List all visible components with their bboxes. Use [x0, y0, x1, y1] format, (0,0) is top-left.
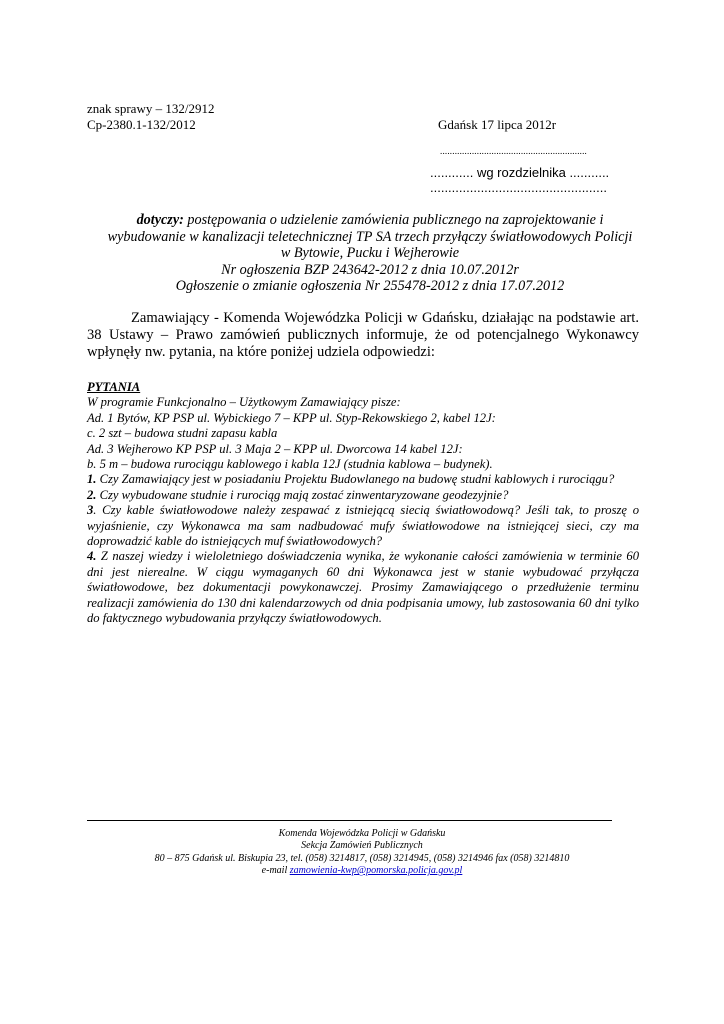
- question-text: Czy wybudowane studnie i rurociąg mają zostać zinwentaryzowane geodezyjnie?: [96, 487, 509, 502]
- footer-institution: Komenda Wojewódzka Policji w Gdańsku: [278, 828, 446, 839]
- announcement-change: Ogłoszenie o zmianie ogłoszenia Nr 255478-2012 z dnia 17.07.2012: [175, 278, 565, 294]
- announcement-number: Nr ogłoszenia BZP 243642-2012 z dnia 10.07.2012r: [221, 261, 519, 278]
- question-3: [87, 503, 639, 549]
- subject-line-2: wybudowanie w kanalizacji teletechnicznej TP SA trzech przyłączy światłowodowych Policji: [107, 228, 633, 245]
- question-context-line: c. 2 szt – budowa studni zapasu kabla: [87, 426, 278, 441]
- footer: [60, 828, 664, 878]
- question-4: [87, 549, 639, 626]
- footer-divider: [87, 820, 612, 821]
- subject-line-3: w Bytowie, Pucku i Wejherowie: [280, 245, 460, 261]
- subject-block: [60, 212, 680, 295]
- intro-paragraph: Zamawiający - Komenda Wojewódzka Policji w Gdańsku, działając na podstawie art. 38 Ustawy – Prawo zamówień publicznych informuje, że od potencjalnego Wykonawcy wpłynęły nw. pytania, na które poniżej udziela odpowiedzi:: [87, 310, 639, 360]
- question-number: 4.: [87, 549, 97, 564]
- case-number: Cp-2380.1-132/2012: [87, 117, 196, 132]
- recipient-label: ............ wg rozdzielnika ...........: [430, 165, 610, 180]
- questions-section: [87, 380, 639, 627]
- question-number: 1.: [87, 472, 97, 487]
- case-reference: znak sprawy – 132/2912: [87, 101, 215, 116]
- footer-email-prefix: e-mail: [261, 865, 290, 877]
- recipient-dots-bottom: .................................................: [430, 180, 607, 195]
- footer-email-line: [60, 865, 664, 877]
- question-text: Z naszej wiedzy i wieloletniego doświadczenia wynika, że wykonanie całości zamówienia w terminie 60 dni jest nierealne. W ciągu wymaganych 60 dni Wykonawca jest w stanie wybudować przyłącza światłowodowe, bez dokumentacji powykonawczej. Prosimy Zamawiającego o przedłużenie terminu realizacji zamówienia do 130 dni kalendarzowych od dnia podpisania umowy, lub zastosowania 60 dni tylko do faktycznego wybudowania przyłączy światłowodowych.: [87, 549, 639, 626]
- question-number: 3: [87, 503, 94, 518]
- question-2: [87, 488, 639, 503]
- question-context-line: b. 5 m – budowa rurociągu kablowego i kabla 12J (studnia kablowa – budynek).: [87, 457, 493, 472]
- question-text: Czy Zamawiający jest w posiadaniu Projektu Budowlanego na budowę studni kablowych i rurociągu?: [96, 472, 615, 487]
- question-1: [87, 472, 639, 487]
- footer-section: Sekcja Zamówień Publicznych: [301, 840, 423, 852]
- footer-address: 80 – 875 Gdańsk ul. Biskupia 23, tel. (058) 3214817, (058) 3214945, (058) 3214946 fax (058) 3214810: [154, 852, 570, 864]
- recipient-dots-line: ............................................................: [440, 146, 587, 156]
- question-context-line: Ad. 3 Wejherowo KP PSP ul. 3 Maja 2 – KPP ul. Dworcowa 14 kabel 12J:: [87, 441, 463, 456]
- subject-text-1: postępowania o udzielenie zamówienia publicznego na zaprojektowanie i: [183, 212, 604, 228]
- question-context-line: W programie Funkcjonalno – Użytkowym Zamawiający pisze:: [87, 395, 401, 410]
- subject-line-1: [60, 212, 680, 229]
- questions-heading: PYTANIA: [87, 380, 141, 394]
- place-date: Gdańsk 17 lipca 2012r: [438, 117, 557, 132]
- question-text: . Czy kable światłowodowe należy zespawać z istniejącą siecią światłowodową? Jeśli tak, to proszę o wyjaśnienie, czy Wykonawca ma sam nadbudować mufy światłowodowe na istniejącej sieci, czy ma doprowadzić kable do istniejących muf światłowodowych?: [87, 503, 639, 549]
- question-number: 2.: [87, 487, 97, 502]
- subject-label: dotyczy:: [136, 212, 184, 228]
- footer-email-link[interactable]: zamowienia-kwp@pomorska.policja.gov.pl: [289, 865, 463, 877]
- question-context-line: Ad. 1 Bytów, KP PSP ul. Wybickiego 7 – KPP ul. Styp-Rekowskiego 2, kabel 12J:: [87, 410, 496, 425]
